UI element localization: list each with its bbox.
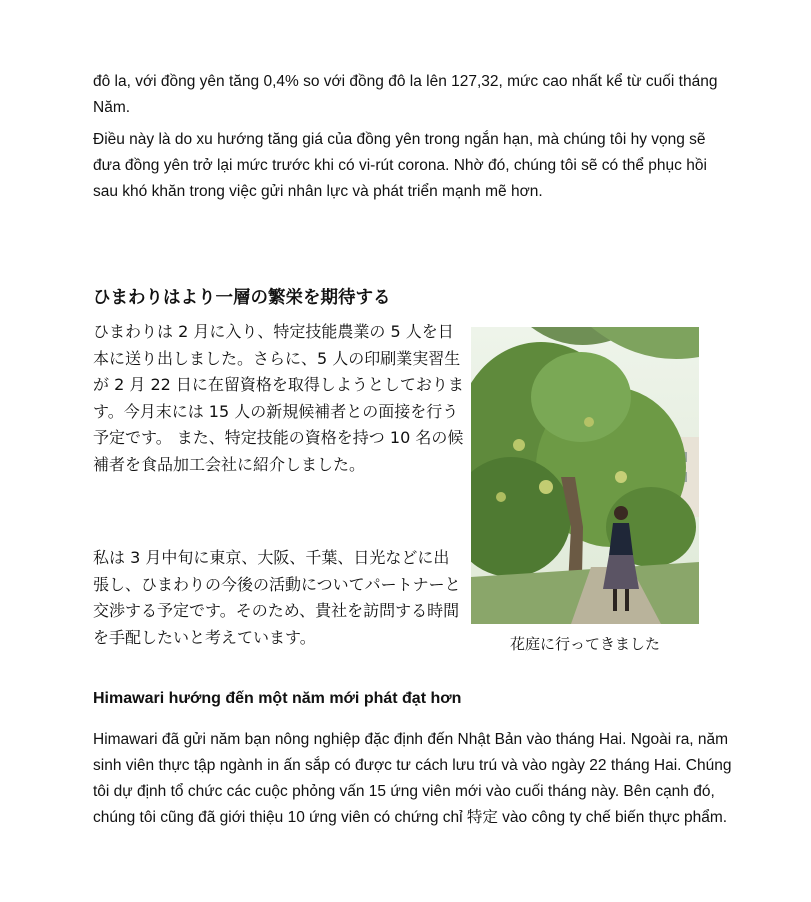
paragraph-yen-rate: đô la, với đồng yên tăng 0,4% so với đồng đô la lên 127,32, mức cao nhất kể từ cuối tháng Năm.	[93, 73, 718, 116]
photo-caption: 花庭に行ってきました	[509, 635, 660, 653]
vi-section-heading: Himawari hướng đến một năm mới phát đạt hơn	[93, 690, 462, 707]
paragraph-yen-trend: Điều này là do xu hướng tăng giá của đồng yên trong ngắn hạn, mà chúng tôi hy vọng sẽ đưa đồng yên trở lại mức trước khi có vi-rút corona. Nhờ đó, chúng tôi sẽ có thể phục hồi sau khó khăn trong việc gửi nhân lực và phát triển mạnh mẽ hơn.	[93, 131, 707, 200]
jp-section-heading: ひまわりはより一層の繁栄を期待する	[93, 288, 391, 308]
jp-paragraph-recruitment: ひまわりは 2 月に入り、特定技能農業の 5 人を日本に送り出しました。さらに、5 人の印刷業実習生が 2 月 22 日に在留資格を取得しようとしております。今月末には 15 人の新規候補者との面接を行う予定です。 また、特定技能の資格を持つ 10 名の候補者を食品加工会社に紹介しました。	[93, 322, 464, 474]
jp-paragraph-business-trip: 私は 3 月中旬に東京、大阪、千葉、日光などに出張し、ひまわりの今後の活動についてパートナーと交渉する予定です。そのため、貴社を訪問する時間を手配したいと考えています。	[93, 548, 461, 647]
garden-photo	[471, 327, 699, 624]
paragraph-himawari-update: Himawari đã gửi năm bạn nông nghiệp đặc định đến Nhật Bản vào tháng Hai. Ngoài ra, năm sinh viên thực tập ngành in ấn sắp có được tư cách lưu trú và vào ngày 22 tháng Hai. Chúng tôi dự định tổ chức các cuộc phỏng vấn 15 ứng viên mới vào cuối tháng này. Bên cạnh đó, chúng tôi cũng đã giới thiệu 10 ứng viên có chứng chỉ 特定 vào công ty chế biến thực phẩm.	[93, 731, 732, 826]
